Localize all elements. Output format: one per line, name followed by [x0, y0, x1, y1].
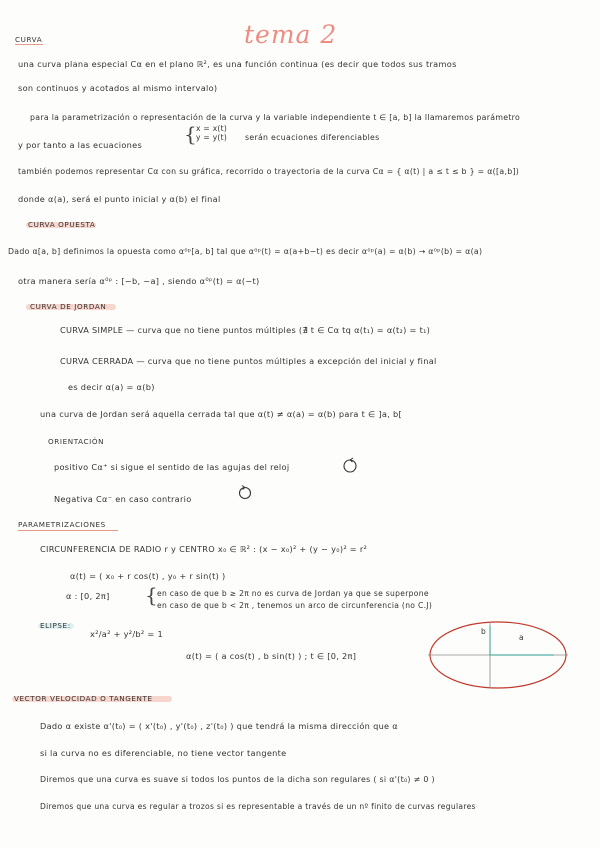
ellipse-label-a: a	[519, 633, 524, 642]
heading-curva-jordan: CURVA DE JORDAN	[30, 302, 107, 311]
circle-arrow-counterclockwise-icon	[236, 481, 254, 501]
text-line: serán ecuaciones diferenciables	[245, 133, 380, 142]
text-line: otra manera sería α⁰ᵖ : [−b, −a] , siendo α⁰ᵖ(t) = α(−t)	[18, 276, 260, 286]
text-line: y por tanto a las ecuaciones	[18, 140, 143, 150]
text-line: Dado α existe α'(t₀) = ( x'(t₀) , y'(t₀) , z'(t₀) ) que tendrá la misma dirección que α	[40, 721, 398, 731]
text-line: es decir α(a) = α(b)	[68, 382, 155, 392]
ellipse-diagram	[428, 620, 568, 690]
text-line: son continuos y acotados al mismo intervalo)	[18, 83, 218, 93]
ellipse-parametrization: α(t) = ( a cos(t) , b sin(t) ) ; t ∈ [0, 2π]	[186, 651, 357, 661]
heading-curva: CURVA	[15, 35, 43, 44]
text-line: una curva plana especial Cα en el plano ℝ², es una función continua (es decir que todos sus tramos	[18, 59, 457, 69]
heading-vector-tangente: VECTOR VELOCIDAD O TANGENTE	[14, 694, 153, 703]
case-brace: {	[145, 583, 158, 607]
heading-underline	[18, 530, 118, 531]
text-line: también podemos representar Cα con su gráfica, recorrido o trayectoria de la curva Cα = { α(t) | a ≤ t ≤ b } = α([a,b])	[18, 167, 520, 176]
page-title: tema 2	[244, 20, 338, 49]
heading-orientacion: ORIENTACIÓN	[48, 437, 105, 446]
text-line: CURVA CERRADA — curva que no tiene puntos múltiples a excepción del inicial y final	[60, 356, 437, 366]
text-line: si la curva no es diferenciable, no tiene vector tangente	[40, 748, 287, 758]
text-line: una curva de Jordan será aquella cerrada tal que α(t) ≠ α(a) = α(b) para t ∈ ]a, b[	[40, 409, 402, 419]
text-line: positivo Cα⁺ si sigue el sentido de las agujas del reloj	[54, 462, 290, 472]
text-line: CIRCUNFERENCIA DE RADIO r y CENTRO x₀ ∈ ℝ² : (x − x₀)² + (y − y₀)² = r²	[40, 544, 368, 554]
text-line: Diremos que una curva es regular a trozos si es representable a través de un nº finito de curvas regulares	[40, 802, 476, 811]
text-line: CURVA SIMPLE — curva que no tiene puntos múltiples (∄ t ∈ Cα tq α(t₁) = α(t₂) = t₁)	[60, 325, 431, 335]
text-line: Dado α[a, b] definimos la opuesta como α⁰ᵖ[a, b] tal que α⁰ᵖ(t) = α(a+b−t) es decir α⁰ᵖ(a) = α(b) → α⁰ᵖ(b) = α(a)	[8, 247, 483, 256]
text-line: Negativa Cα⁻ en caso contrario	[54, 494, 192, 504]
heading-parametrizaciones: PARAMETRIZACIONES	[18, 520, 106, 529]
ellipse-label-b: b	[481, 627, 487, 636]
system-x: x = x(t)	[196, 124, 228, 133]
text-line: donde α(a), será el punto inicial y α(b) el final	[18, 194, 221, 204]
circle-arrow-clockwise-icon	[341, 456, 359, 474]
text-line: Diremos que una curva es suave si todos los puntos de la dicha son regulares ( si α'(t₀) ≠ 0 )	[40, 775, 435, 784]
heading-elipse: ELIPSE:	[40, 621, 71, 630]
ellipse-equation: x²/a² + y²/b² = 1	[90, 629, 163, 639]
text-line: α(t) = ( x₀ + r cos(t) , y₀ + r sin(t) )	[70, 571, 226, 581]
system-brace: {	[184, 122, 197, 146]
text-line: en caso de que b ≥ 2π no es curva de Jordan ya que se superpone	[157, 589, 429, 598]
heading-underline	[15, 44, 43, 45]
text-line: α : [0, 2π]	[66, 591, 110, 601]
heading-curva-opuesta: CURVA OPUESTA	[28, 220, 96, 229]
text-line: para la parametrización o representación de la curva y la variable independiente t ∈ [a, b] la llamaremos parámetro	[30, 113, 521, 122]
system-y: y = y(t)	[196, 133, 228, 142]
text-line: en caso de que b < 2π , tenemos un arco de circunferencia (no C.J)	[157, 601, 433, 610]
